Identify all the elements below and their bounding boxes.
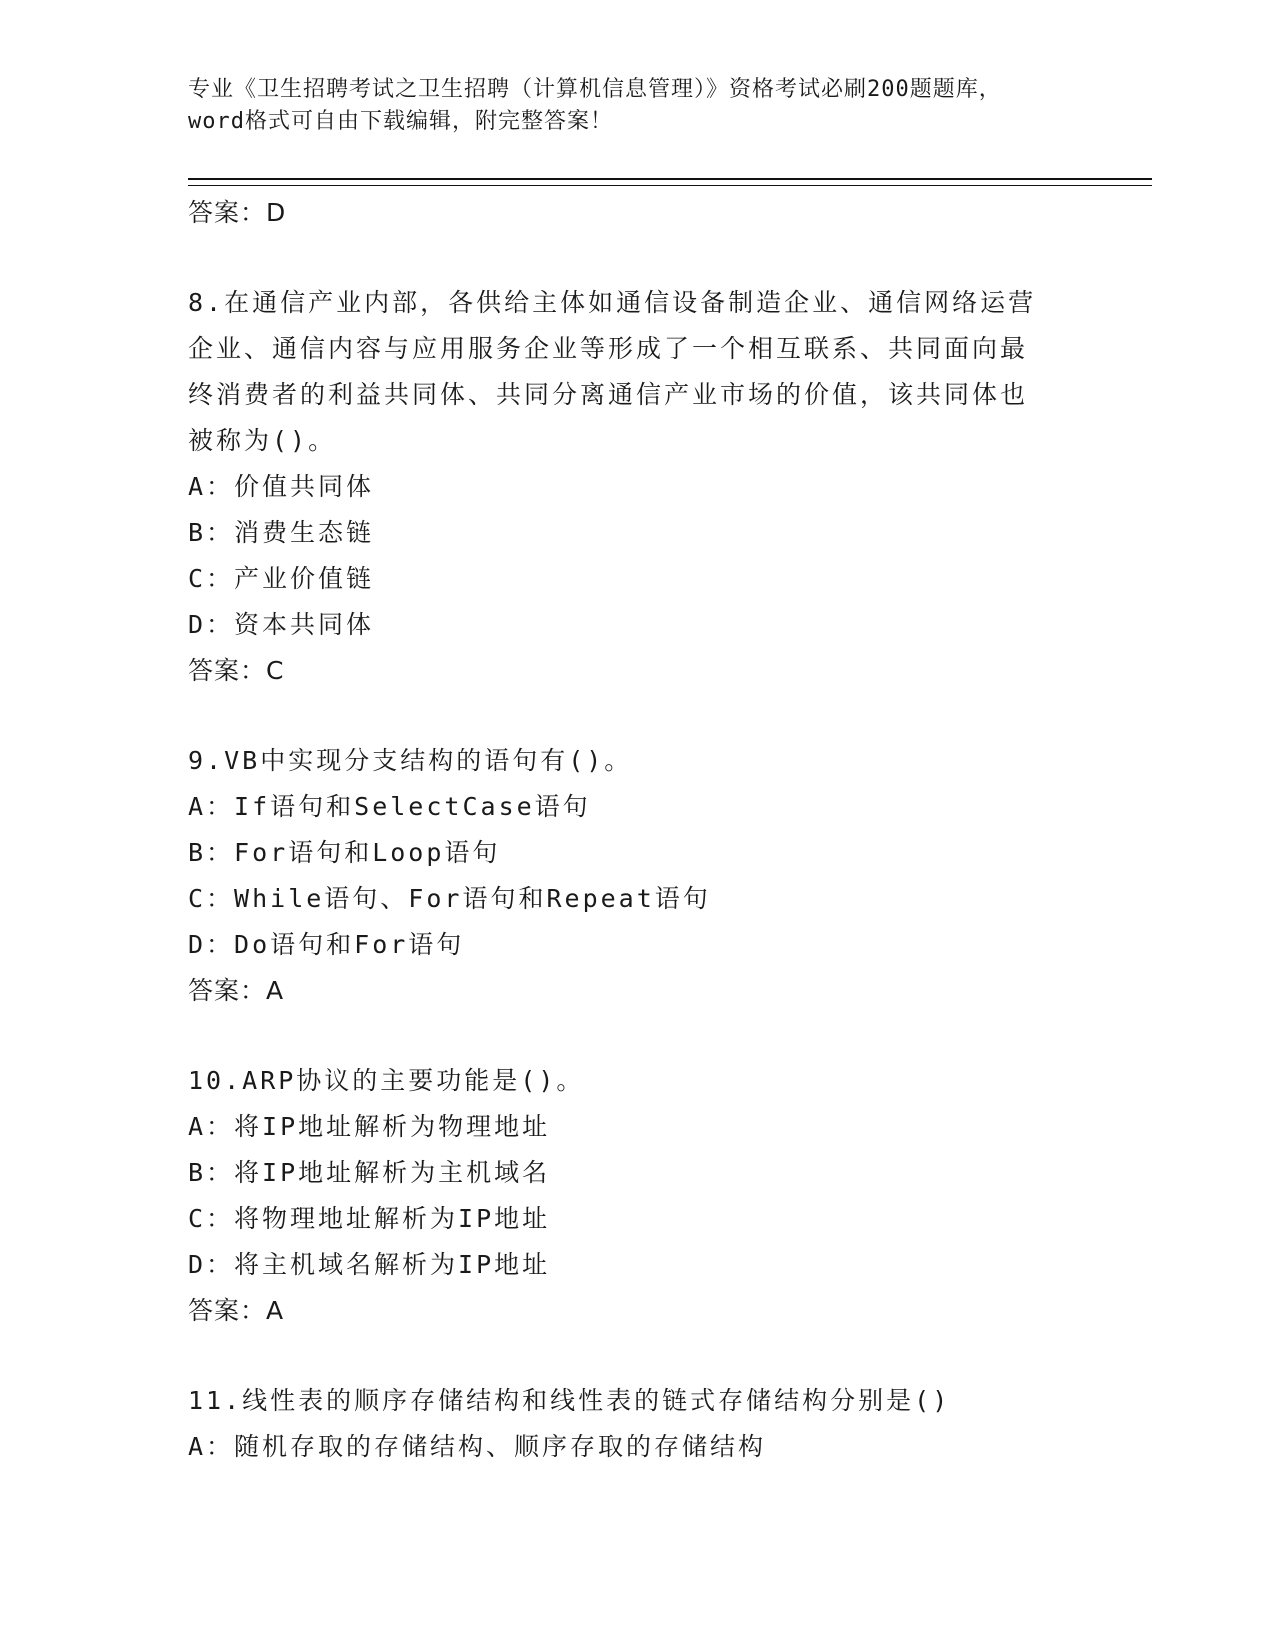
header-title-line-2: word格式可自由下载编辑，附完整答案！	[188, 109, 613, 134]
option-b: B：For语句和Loop语句	[188, 838, 501, 867]
option-c: C：将物理地址解析为IP地址	[188, 1204, 551, 1233]
option-a: A：将IP地址解析为物理地址	[188, 1112, 551, 1141]
option-c: C：While语句、For语句和Repeat语句	[188, 884, 711, 913]
answer-line: 答案：A	[188, 976, 285, 1005]
option-a: A：If语句和SelectCase语句	[188, 792, 591, 821]
option-c: C：产业价值链	[188, 564, 375, 593]
question-block-11	[188, 1378, 1088, 1470]
answer-line: 答案：C	[188, 656, 285, 685]
question-stem-line: 10.ARP协议的主要功能是()。	[188, 1066, 585, 1095]
question-block-9	[188, 738, 1088, 1014]
header-title-line-1: 专业《卫生招聘考试之卫生招聘（计算机信息管理）》资格考试必刷200题题库，	[188, 77, 1002, 102]
header-divider	[188, 178, 1152, 186]
option-b: B：消费生态链	[188, 518, 375, 547]
question-stem-line: 企业、通信内容与应用服务企业等形成了一个相互联系、共同面向最	[188, 334, 1029, 363]
question-stem-line: 终消费者的利益共同体、共同分离通信产业市场的价值，该共同体也	[188, 380, 1029, 409]
question-stem-line: 8.在通信产业内部，各供给主体如通信设备制造企业、通信网络运营	[188, 288, 1037, 317]
spacer	[188, 694, 1088, 738]
spacer	[188, 1014, 1088, 1058]
question-stem-line: 9.VB中实现分支结构的语句有()。	[188, 746, 633, 775]
document-body	[188, 190, 1088, 1470]
question-block-8	[188, 280, 1088, 694]
spacer	[188, 236, 1088, 280]
option-d: D：将主机域名解析为IP地址	[188, 1250, 551, 1279]
option-a: A：价值共同体	[188, 472, 375, 501]
question-block-10	[188, 1058, 1088, 1334]
spacer	[188, 1334, 1088, 1378]
option-b: B：将IP地址解析为主机域名	[188, 1158, 551, 1187]
question-stem-line: 被称为()。	[188, 426, 337, 455]
document-header	[188, 74, 1088, 138]
option-d: D：资本共同体	[188, 610, 375, 639]
option-a: A：随机存取的存储结构、顺序存取的存储结构	[188, 1432, 767, 1461]
answer-line: 答案：A	[188, 1296, 285, 1325]
answer-line: 答案：D	[188, 198, 287, 227]
question-stem-line: 11.线性表的顺序存储结构和线性表的链式存储结构分别是()	[188, 1386, 951, 1415]
option-d: D：Do语句和For语句	[188, 930, 465, 959]
